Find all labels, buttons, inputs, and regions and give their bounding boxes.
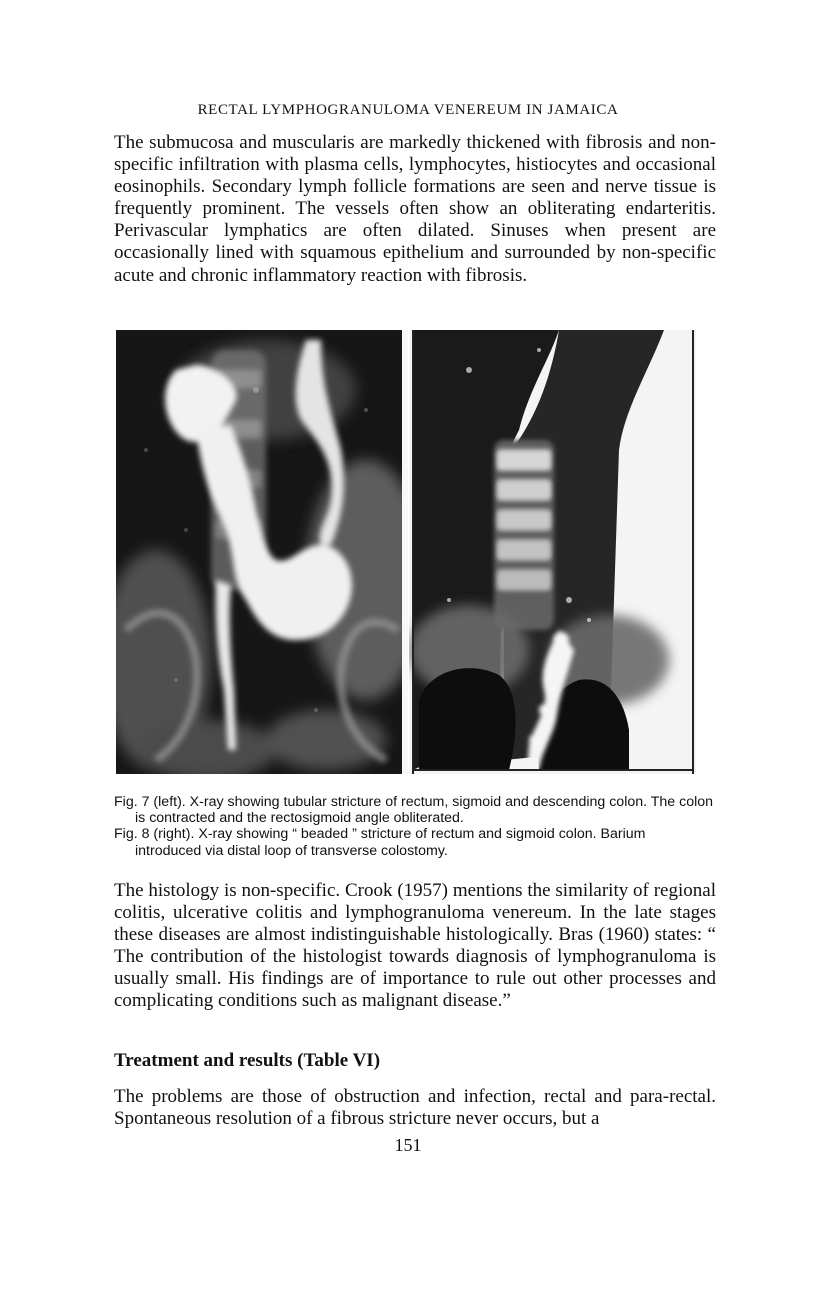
caption-fig-7: Fig. 7 (left). X-ray showing tubular stricture of rectum, sigmoid and descending colon. The colon is contracted and the rectosigmoid angle obliterated. [114,794,714,827]
running-head: RECTAL LYMPHOGRANULOMA VENEREUM IN JAMAICA [197,102,619,118]
section-heading: Treatment and results (Table VI) [114,1050,381,1071]
page-number: 151 [394,1135,422,1155]
figure-7-xray [116,330,408,774]
figure-captions [114,794,714,859]
body-paragraph-2: The histology is non-specific. Crook (1957) mentions the similarity of regional colitis, ulcerative colitis and lymphogranuloma venereum. In the late stages these diseases are almost indistinguishable histologically. Bras (1960) states: “ The contribution of the histologist towards diagnosis of lymphogranuloma is usually small. His findings are of importance to rule out other processes and complicating conditions such as malignant disease.” [114,880,716,1012]
caption-fig-8: Fig. 8 (right). X-ray showing “ beaded ” stricture of rectum and sigmoid colon. Barium introduced via distal loop of transverse colostomy. [114,826,646,859]
body-paragraph-3: The problems are those of obstruction and infection, rectal and para-rectal. Spontaneous resolution of a fibrous stricture never occurs, but a [114,1086,716,1130]
body-paragraph-1: The submucosa and muscularis are markedly thickened with fibrosis and non-specific infiltration with plasma cells, lymphocytes, histiocytes and occasional eosinophils. Secondary lymph follicle formations are seen and nerve tissue is frequently prominent. The vessels often show an obliterating endarteritis. Perivascular lymphatics are often dilated. Sinuses when present are occasionally lined with squamous epithelium and surrounded by non-specific acute and chronic inflammatory reaction with fibrosis. [114,132,716,286]
figure-8-xray [409,330,696,774]
